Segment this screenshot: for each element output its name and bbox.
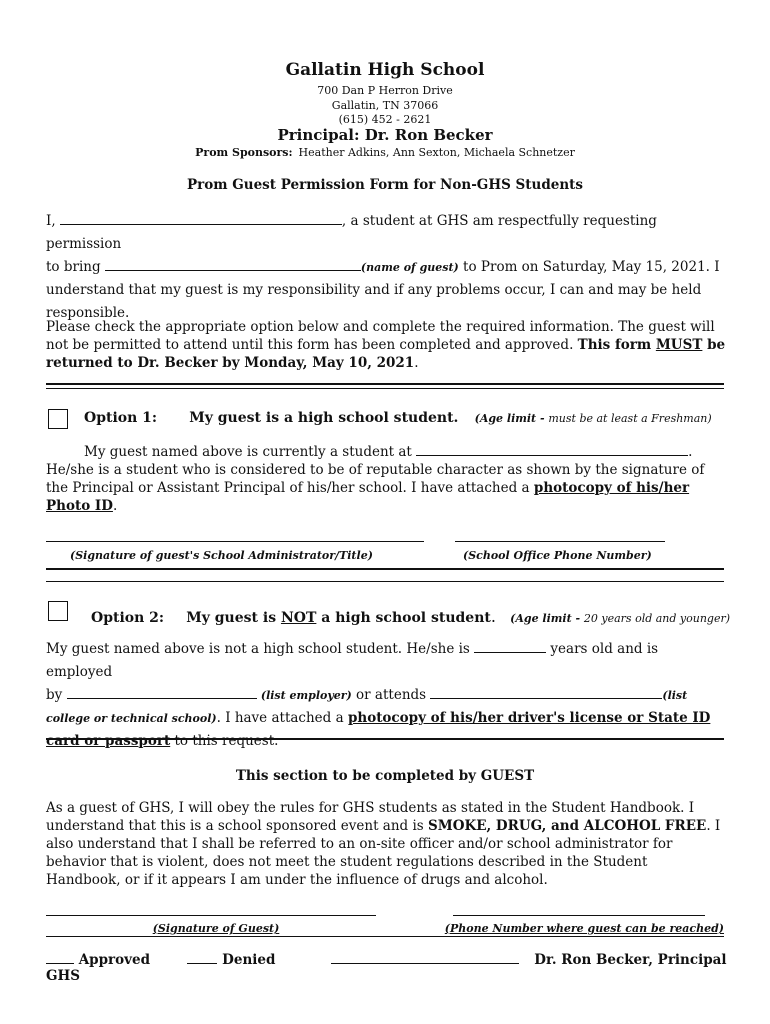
sponsors-label: Prom Sponsors: [195, 146, 293, 159]
intro-line3: understand that my guest is my responsibility and if any problems occur, I can and may be held [46, 282, 702, 298]
college-field[interactable] [430, 686, 662, 699]
section-divider-3 [46, 738, 724, 740]
guest-phone-line[interactable] [453, 915, 705, 916]
employer-field[interactable] [67, 686, 257, 699]
drivers-license-requirement: photocopy of his/her driver's license or State ID card or passport [46, 710, 711, 749]
must-emphasis: MUST [655, 337, 703, 353]
option1-header: Option 1: My guest is a high school student. (Age limit - must be at least a Freshman) [84, 410, 712, 426]
guest-signature-caption: (Signature of Guest) [152, 922, 280, 935]
option2-body [46, 638, 726, 753]
guest-phone-caption: (Phone Number where guest can be reached) [444, 922, 724, 935]
option2-heading: My guest is NOT a high school student [186, 610, 491, 626]
school-phone: (615) 452 - 2621 [338, 113, 432, 126]
section-divider-2 [46, 568, 724, 570]
intro-line1: I, , a student at GHS am respectfully requesting permission [46, 213, 657, 252]
intro-paragraph [46, 210, 726, 325]
section-divider-1 [46, 383, 724, 385]
guest-caption-rule [46, 936, 724, 937]
smoke-drug-alcohol-free: SMOKE, DRUG, and ALCOHOL FREE [428, 818, 707, 834]
option2-label: Option 2: [91, 610, 165, 626]
student-name-field[interactable] [60, 212, 342, 225]
sponsors-names: Heather Adkins, Ann Sexton, Michaela Schnetzer [298, 146, 575, 159]
form-title: Prom Guest Permission Form for Non-GHS Students [186, 177, 584, 193]
option2-line3: college or technical school). I have attached a photocopy of his/her driver's license or State ID card or passport to this request. [46, 710, 711, 749]
approved-label: Approved [78, 952, 151, 968]
denied-check-field[interactable] [187, 951, 217, 964]
option2-checkbox[interactable] [48, 601, 68, 621]
section-divider-2b [46, 581, 724, 582]
principal-name: Principal: Dr. Ron Becker [277, 126, 493, 144]
name-of-guest-label: (name of guest) [360, 261, 459, 274]
sponsors-line [0, 146, 770, 159]
option1-line1: My guest named above is currently a student at . [84, 444, 693, 460]
instructions-paragraph: Please check the appropriate option below and complete the required information. The guest will not be permitted to attend until this form has been completed and approved. This form MUST be returned to Dr. Becker by Monday, May 10, 2021. [46, 319, 726, 371]
list-employer-label: (list employer) [260, 689, 352, 702]
intro-line2: to bring (name of guest) to Prom on Saturday, May 15, 2021. I [46, 259, 720, 275]
guest-section-title: This section to be completed by GUEST [235, 768, 535, 784]
approval-row [46, 951, 736, 984]
option2-header: Option 2: My guest is NOT a high school student. (Age limit - 20 years old and younger) [91, 607, 731, 626]
address-line2: Gallatin, TN 37066 [331, 99, 439, 112]
guest-signature-line[interactable] [46, 915, 376, 916]
approved-check-field[interactable] [46, 951, 74, 964]
option1-checkbox[interactable] [48, 409, 68, 429]
guest-age-field[interactable] [474, 640, 546, 653]
school-phone-line[interactable] [455, 541, 665, 542]
guest-name-field[interactable] [105, 258, 361, 271]
admin-signature-caption: (Signature of guest's School Administrator/Title) [70, 549, 373, 562]
principal-signature-field[interactable] [331, 951, 519, 964]
school-phone-caption: (School Office Phone Number) [463, 549, 652, 562]
denied-label: Denied [222, 952, 276, 968]
option2-line2: by (list employer) or attends (list [46, 687, 688, 703]
section-divider-1b [46, 388, 724, 389]
option1-line2: He/she is a student who is considered to be of reputable character as shown by the signature of the Principal or Assistant Principal of his/her school. I have attached a photocopy of his/her Photo ID. [46, 462, 705, 514]
option1-label: Option 1: [84, 410, 158, 426]
guest-school-field[interactable] [416, 443, 688, 456]
option1-body [46, 443, 726, 515]
school-name: Gallatin High School [285, 60, 485, 80]
intro-line4: responsible. [46, 305, 130, 321]
principal-signature-label: Dr. Ron Becker, Principal GHS [46, 952, 727, 984]
admin-signature-line[interactable] [46, 541, 424, 542]
option1-heading: My guest is a high school student. [189, 410, 459, 426]
option2-line1: My guest named above is not a high school student. He/she is years old and is employed [46, 641, 659, 680]
photo-id-requirement: photocopy of his/her Photo ID [46, 480, 690, 514]
guest-section-text: As a guest of GHS, I will obey the rules for GHS students as stated in the Student Handbook. I understand that this is a school sponsored event and is SMOKE, DRUG, and ALCOHOL FREE. I also understand that I shall be referred to an on-site officer and/or school administrator for behavior that is violent, does not meet the student regulations described in the Student Handbook, or if it appears I am under the influence of drugs and alcohol. [46, 800, 721, 888]
address-line1: 700 Dan P Herron Drive [317, 84, 453, 97]
